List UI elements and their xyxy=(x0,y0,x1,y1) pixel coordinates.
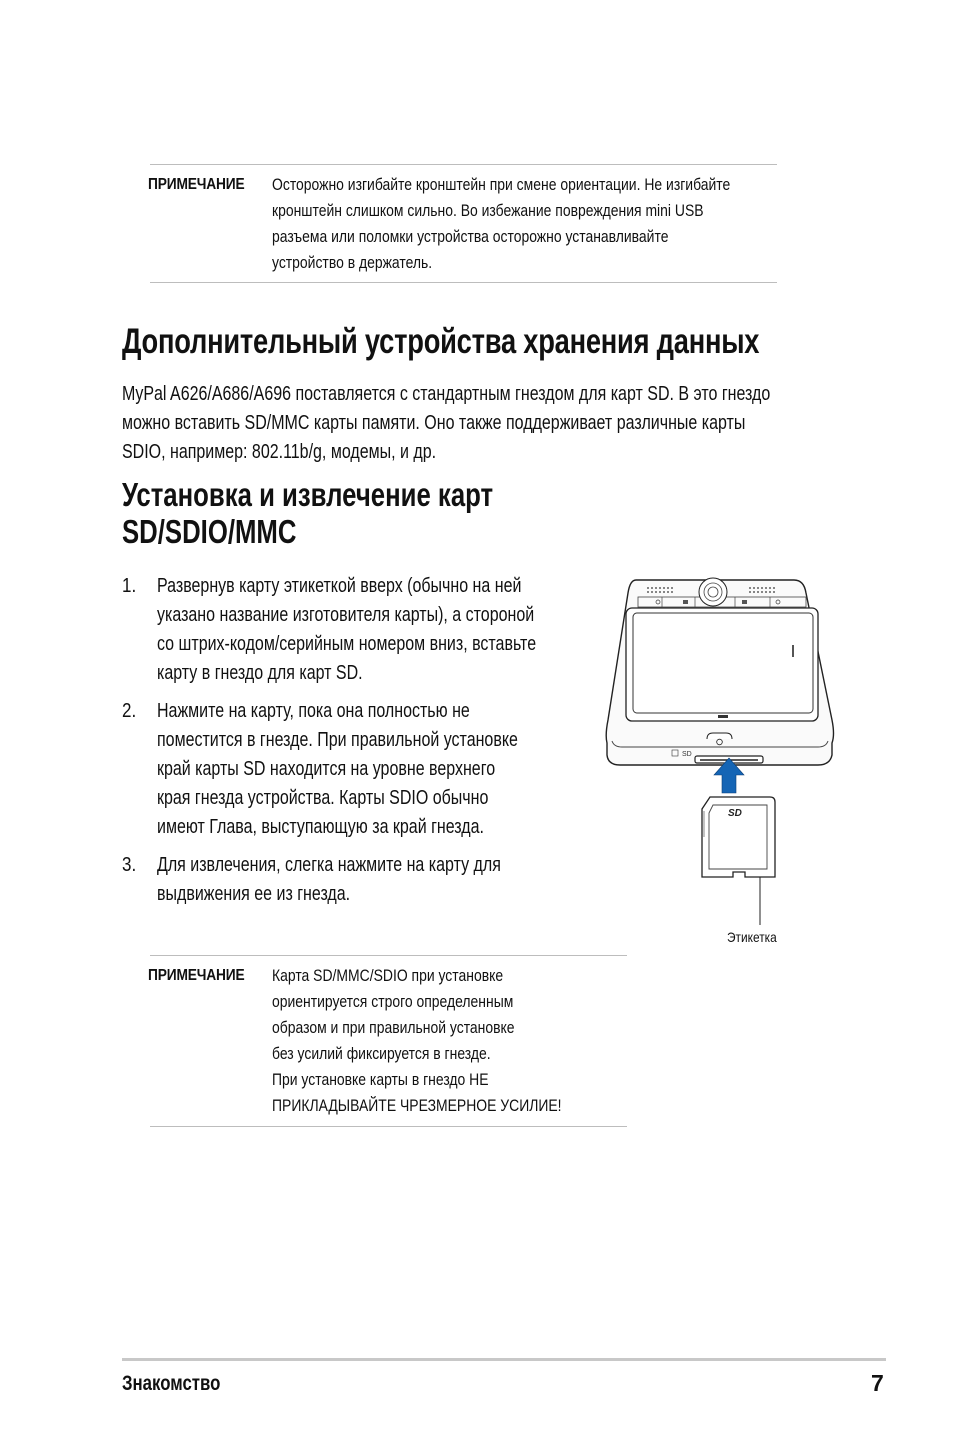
subsection-title-line: SD/SDIO/MMC xyxy=(122,513,297,550)
note-top-line: разъема или поломки устройства осторожно устанавливайте xyxy=(272,227,669,246)
step-item xyxy=(122,697,572,842)
section-intro xyxy=(122,380,842,467)
step-number: 2. xyxy=(122,700,137,722)
note-bottom-line: При установке карты в гнездо НЕ xyxy=(272,1070,489,1089)
sd-card-logo: SD xyxy=(728,808,742,819)
device-screen xyxy=(633,613,813,713)
step-number: 3. xyxy=(122,854,137,876)
note-top-text xyxy=(272,172,777,276)
note-bottom-rule-top xyxy=(150,955,627,956)
step-line: края гнезда устройства. Карты SDIO обычно xyxy=(157,787,489,809)
subsection-title xyxy=(122,476,598,550)
note-top-rule-top xyxy=(150,164,777,165)
steps-list xyxy=(122,572,572,918)
footer-title: Знакомство xyxy=(122,1372,221,1395)
device-illustration xyxy=(600,575,845,925)
note-bottom-rule-bottom xyxy=(150,1126,627,1127)
step-line: Развернув карту этикеткой вверх (обычно на ней xyxy=(157,575,522,597)
intro-line: MyPal A626/A686/A696 поставляется с стандартным гнездом для карт SD. В это гнездо xyxy=(122,383,771,405)
note-top-rule-bottom xyxy=(150,282,777,283)
step-item xyxy=(122,851,572,909)
intro-line: можно вставить SD/MMC карты памяти. Оно также поддерживает различные карты xyxy=(122,412,746,434)
note-bottom-label: ПРИМЕЧАНИЕ xyxy=(148,967,245,984)
slot-label: SD xyxy=(682,751,692,758)
note-bottom-line: без усилий фиксируется в гнезде. xyxy=(272,1044,491,1063)
device-home-button xyxy=(707,733,732,739)
footer-rule xyxy=(122,1358,886,1361)
step-line: указано название изготовителя карты), а стороной xyxy=(157,604,535,626)
note-top-label: ПРИМЕЧАНИЕ xyxy=(148,176,245,193)
note-bottom-line: образом и при правильной установке xyxy=(272,1018,515,1037)
note-top-line: Осторожно изгибайте кронштейн при смене ориентации. Не изгибайте xyxy=(272,175,731,194)
step-line: имеют Глава, выступающую за край гнезда. xyxy=(157,816,484,838)
step-line: поместится в гнезде. При правильной установке xyxy=(157,729,518,751)
note-top-line: устройство в держатель. xyxy=(272,253,433,272)
step-line: Нажмите на карту, пока она полностью не xyxy=(157,700,470,722)
step-item xyxy=(122,572,572,688)
note-bottom-line: ориентируется строго определенным xyxy=(272,992,514,1011)
step-line: со штрих-кодом/серийным номером вниз, вставьте xyxy=(157,633,537,655)
page-number: 7 xyxy=(871,1370,884,1396)
step-number: 1. xyxy=(122,575,137,597)
note-bottom-line: ПРИКЛАДЫВАЙТЕ ЧРЕЗМЕРНОЕ УСИЛИЕ! xyxy=(272,1096,562,1115)
note-bottom-line: Карта SD/MMC/SDIO при установке xyxy=(272,966,504,985)
note-bottom-text xyxy=(272,963,632,1119)
section-title: Дополнительный устройства хранения данных xyxy=(122,322,760,361)
step-line: карту в гнездо для карт SD. xyxy=(157,662,363,684)
intro-line: SDIO, например: 802.11b/g, модемы, и др. xyxy=(122,441,437,463)
note-top-line: кронштейн слишком сильно. Во избежание повреждения mini USB xyxy=(272,201,704,220)
figure-caption: Этикетка xyxy=(727,929,777,945)
subsection-title-line: Установка и извлечение карт xyxy=(122,476,494,513)
step-line: край карты SD находится на уровне верхнего xyxy=(157,758,496,780)
step-line: Для извлечения, слегка нажмите на карту для xyxy=(157,854,501,876)
step-line: выдвижения ее из гнезда. xyxy=(157,883,351,905)
